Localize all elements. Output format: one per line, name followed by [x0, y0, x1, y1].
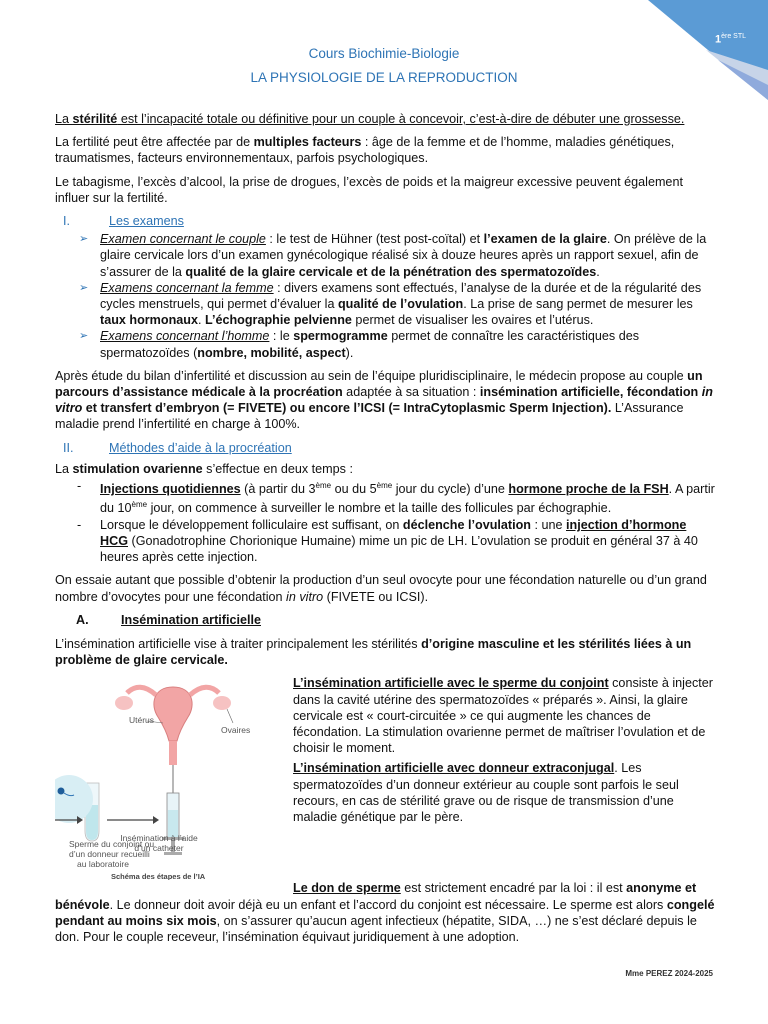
sperme-label-3: au laboratoire [77, 859, 129, 870]
ia-schema-svg [55, 675, 291, 880]
injections-item: - Injections quotidiennes (à partir du 3ème ou du 5ème jour du cycle) d’une hormone proche de la FSH. A partir du 10ème jour, on commence à surveiller le nombre et la taille des follicules par échographie. [77, 479, 715, 516]
fertility-factors: La fertilité peut être affectée par de multiples facteurs : âge de la femme et de l’homme, maladies génétiques, traumatismes, facteurs environnementaux, parfois psychologiques. [55, 135, 675, 166]
uterus-illustration [115, 687, 231, 765]
arrow-bullet-icon: ➢ [79, 281, 89, 294]
uterus-label: Utérus [129, 715, 155, 726]
sterility-definition: La stérilité est l’incapacité totale ou définitive pour un couple à concevoir, c’est-à-dire de débuter une grossesse. [55, 112, 685, 126]
page-title: LA PHYSIOLOGIE DE LA REPRODUCTION [250, 70, 518, 85]
ovulation-item: - Lorsque le développement folliculaire est suffisant, on déclenche l’ovulation : une injection d’hormone HCG (Gonadotrophine Chorionique Humaine) mime un pic de LH. L’ovulation se produit en général 37 à 40 heures après cette injection. [77, 517, 698, 565]
ovaires-label: Ovaires [221, 725, 251, 736]
footer-author: Mme PEREZ 2024-2025 [625, 969, 713, 978]
insemination-texts [293, 675, 715, 880]
lifestyle-factors: Le tabagisme, l’excès d’alcool, la prise de drogues, l’excès de poids et la maigreur excessive peuvent également influer sur la fertilité. [55, 174, 683, 205]
section-heading-methodes: II. Méthodes d’aide à la procréation [63, 440, 292, 455]
amp-paragraph: Après étude du bilan d’infertilité et discussion au sein de l’équipe pluridisciplinaire, le médecin propose au couple un parcours d’assistance médicale à la procréation adaptée à sa situation : insémination artificielle, fécondation in vitro et transfert d’embryon (= FIVETE) ou encore l’ICSI (= IntraCytoplasmic Sperm Injection). L’Assurance maladie prend l’infertilité en charge à 100%. [55, 368, 713, 432]
exam-couple-item: ➢ Examen concernant le couple : le test de Hühner (test post-coïtal) et l’examen de la glaire. On prélève de la glaire cervicale lors d’un examen gynécologique réalisé six à douze heures après un rapport sexuel, afin de s’assurer de la qualité de la glaire cervicale et de la pénétration des spermatozoïdes. [79, 232, 707, 279]
insemination-intro: L’insémination artificielle vise à traiter principalement les stérilités d’origine masculine et les stérilités liées à un problème de glaire cervicale. [55, 637, 692, 668]
section-heading-insemination: A. Insémination artificielle [76, 612, 261, 627]
exam-femme-item: ➢ Examens concernant la femme : divers examens sont effectués, l’analyse de la durée et de la régularité des cycles menstruels, qui permet d’évaluer la qualité de l’ovulation. La prise de sang permet de mesurer les taux hormonaux. L’échographie pelvienne permet de visualiser les ovaires et l’utérus. [79, 280, 702, 328]
insemination-label-2: d’un catheter [134, 843, 184, 854]
arrow-bullet-icon: ➢ [79, 330, 89, 343]
section-heading-examens: I. Les examens [63, 214, 184, 229]
document-body [55, 111, 715, 952]
ia-diagram [55, 675, 291, 880]
insemination-label-1: Insémination à l’aide [120, 833, 198, 844]
class-level: $1^{ère STL}$ [714, 33, 746, 46]
ovocyte-paragraph: On essaie autant que possible d’obtenir la production d’un seul ovocyte pour une fécondation naturelle ou d’un grand nombre d’ovocytes pour une fécondation in vitro (FIVETE ou ICSI). [55, 573, 707, 604]
stimulation-intro: La stimulation ovarienne s’effectue en deux temps : [55, 461, 353, 476]
ia-donneur-paragraph: L’insémination artificielle avec donneur extraconjugal. Les spermatozoïdes d’un donneur extérieur au couple sont parfois le seul recours, en cas de stérilité grave ou de risque de transmission d’une maladie génétique par le père. [293, 761, 679, 825]
figure-caption: Schéma des étapes de l’IA [111, 872, 206, 881]
course-name: Cours Biochimie-Biologie [308, 46, 460, 61]
arrow-bullet-icon: ➢ [79, 233, 89, 246]
don-sperme-paragraph: Le don de sperme est strictement encadré par la loi : il est anonyme et bénévole. Le donneur doit avoir déjà eu un enfant et l’accord du conjoint est nécessaire. Le sperme est alors congelé pendant au moins six mois, on s’assurer qu’aucun agent infectieux (hépatite, SIDA, …) ne s’est déclaré depuis le don. Pour le couple receveur, l’insémination équivaut juridiquement à une adoption. [55, 881, 715, 945]
ia-conjoint-paragraph: L’insémination artificielle avec le sperme du conjoint consiste à injecter dans la cavité utérine des spermatozoïdes « préparés ». Ainsi, la glaire cervicale est « court-circuitée » ce qui augmente les chances de fécondation. La stimulation ovarienne permet de maîtriser l’ovulation et de choisir le moment. [293, 676, 713, 756]
sperme-label-2: d’un donneur recueilli [69, 849, 150, 860]
exam-homme-item: ➢ Examens concernant l’homme : le spermogramme permet de connaître les caractéristiques des spermatozoïdes (nombre, mobilité, aspect). [79, 329, 640, 360]
sperme-label-1: Sperme du conjoint ou [69, 839, 155, 850]
